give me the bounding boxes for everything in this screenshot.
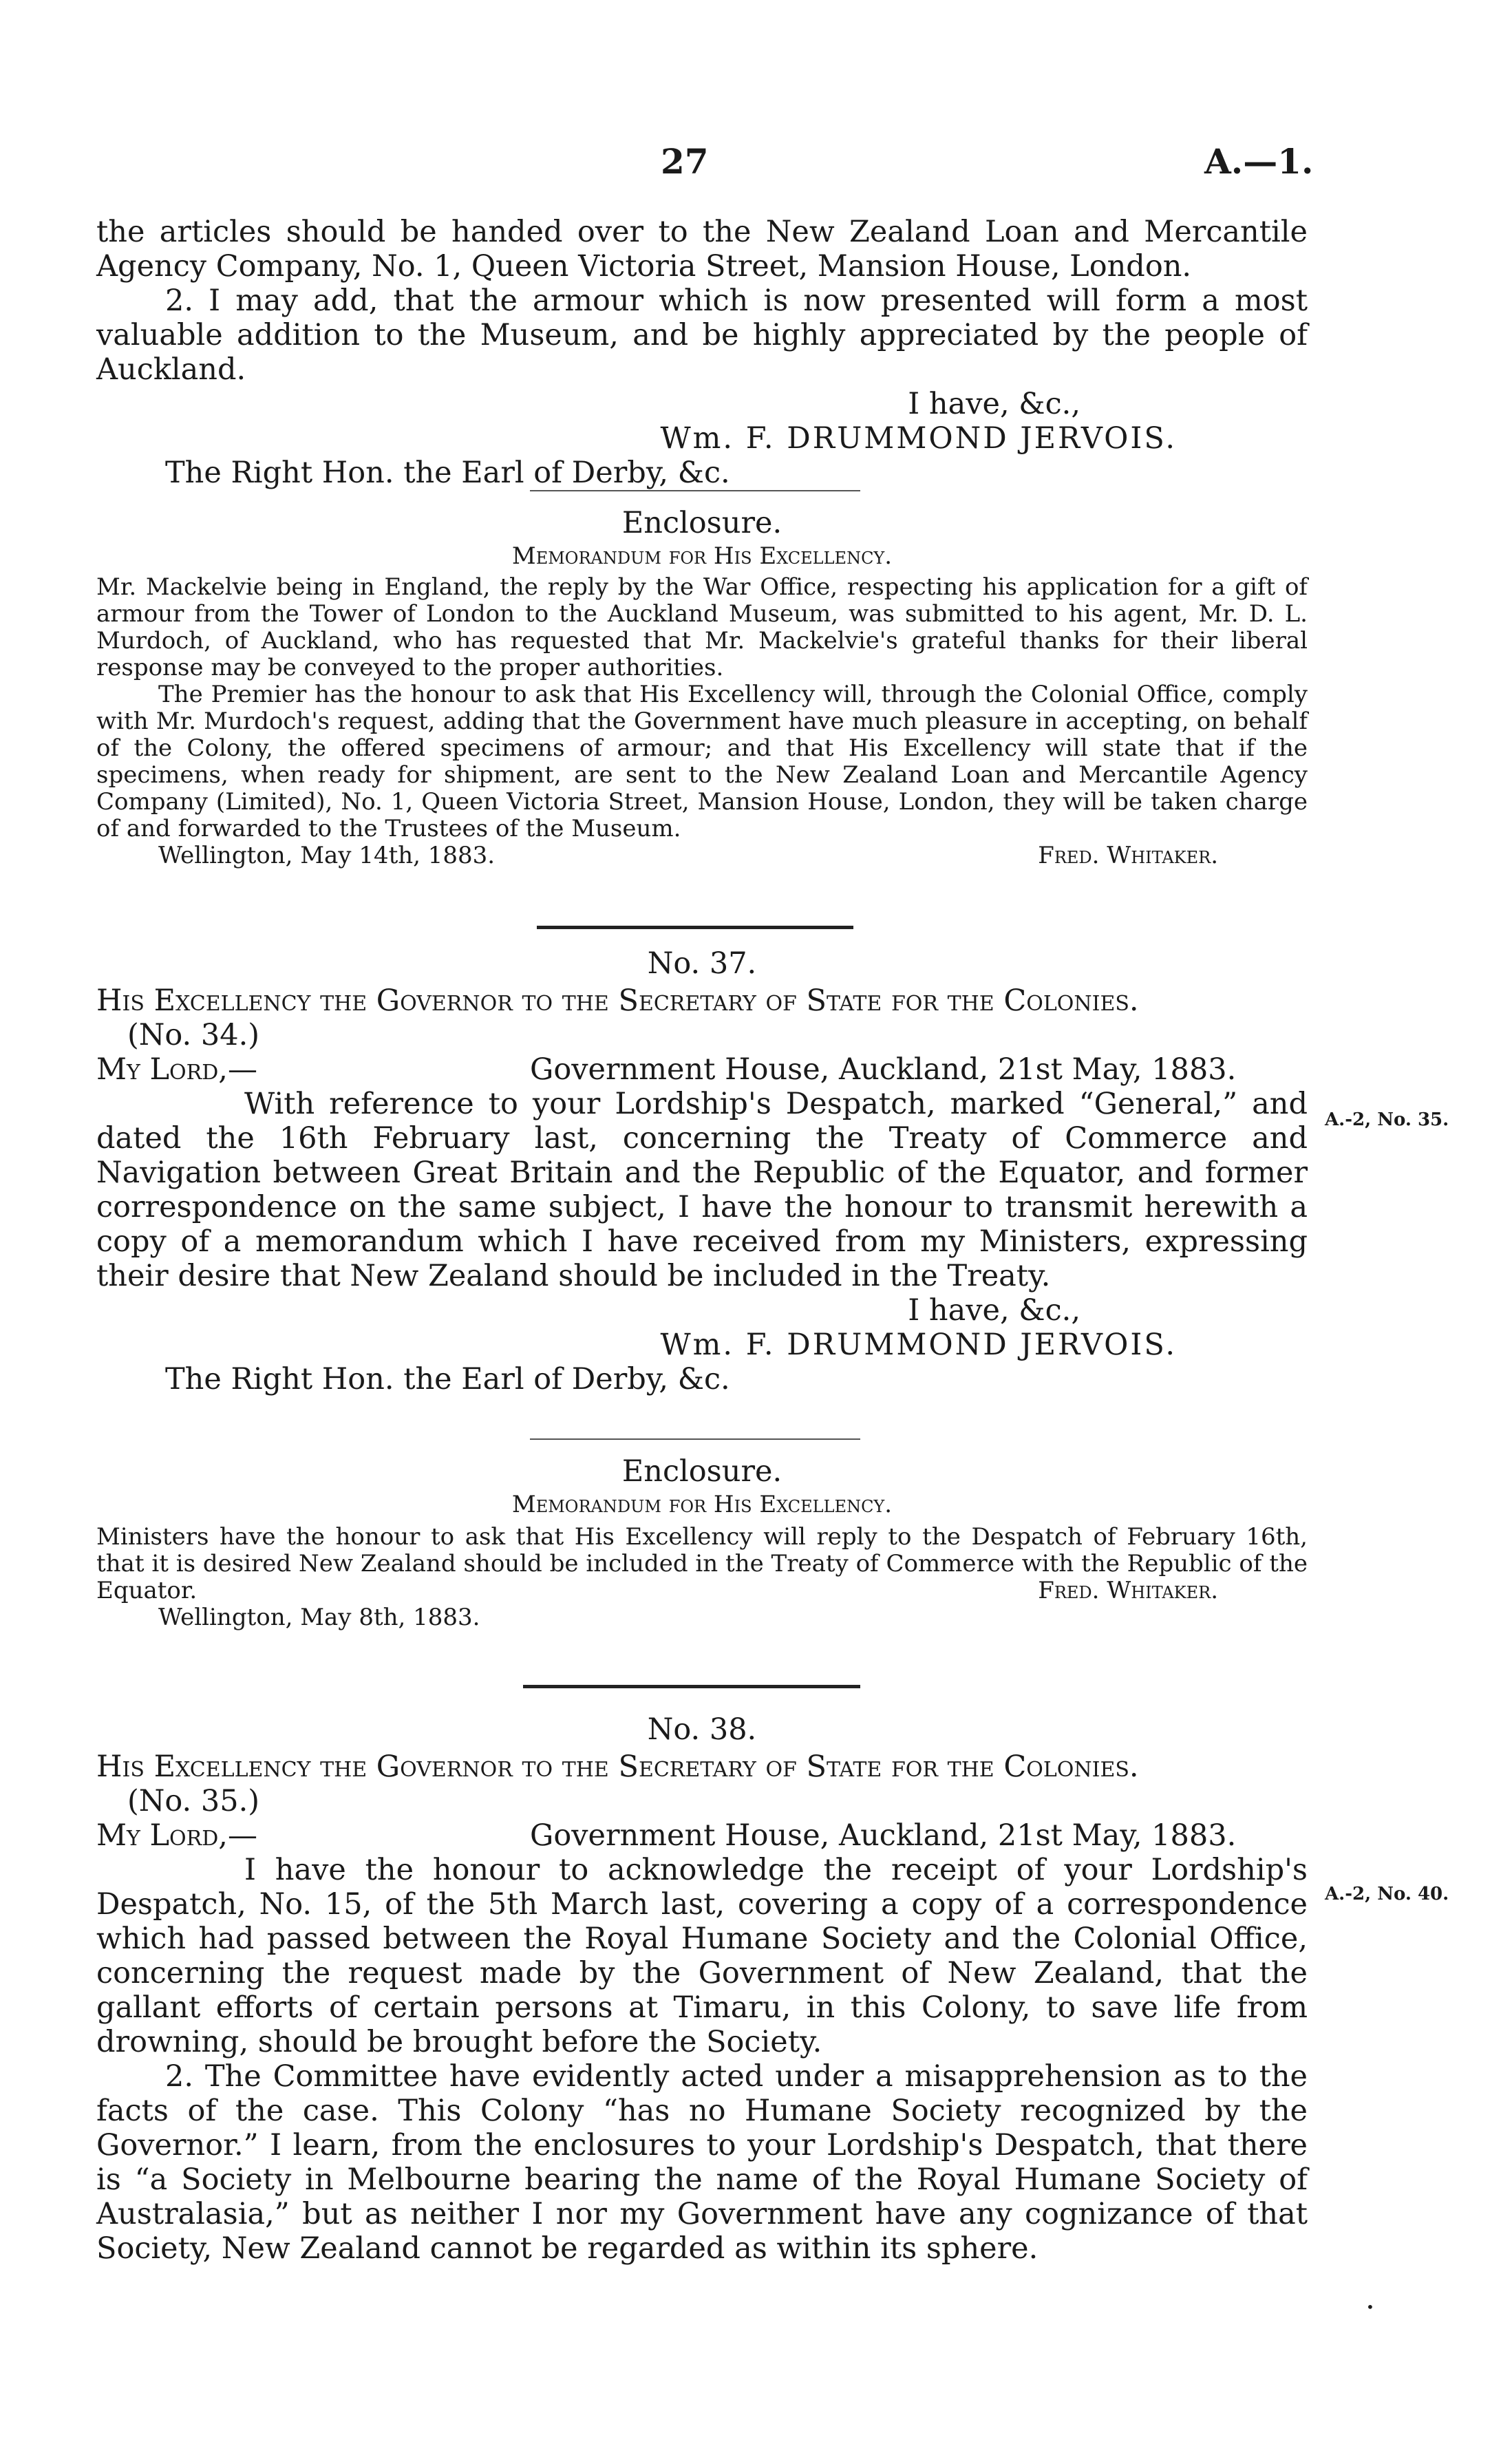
enclosure-heading: Enclosure. [621, 506, 782, 540]
despatch-38 [96, 1712, 1308, 2266]
paper-reference: A.—1. [1204, 141, 1314, 182]
stray-mark: • [1366, 2299, 1374, 2315]
memo-date: Wellington, May 14th, 1883. [158, 842, 496, 869]
closing-i-have: I have, &c., [908, 387, 1080, 421]
separator-thick-rule [523, 1685, 860, 1688]
enclosure-1 [96, 506, 1308, 869]
addressee: The Right Hon. the Earl of Derby, &c. [165, 1362, 730, 1396]
margin-reference: A.-2, No. 35. [1325, 1109, 1449, 1130]
page-number: 27 [661, 141, 709, 182]
despatch-title: His Excellency the Governor to the Secretary of State for the Colonies. [96, 1750, 1139, 1784]
memo-paragraph-1: Mr. Mackelvie being in England, the reply by the War Office, respecting his application for a gift of armour from the Tower of London to the Auckland Museum, was submitted to his agent, Mr. D. L. Murdoch, of Auckland, who has requested that Mr. Mackelvie's grateful thanks for their liberal response may be conveyed to the proper authorities. [96, 573, 1308, 681]
memo-signer: Fred. Whitaker. [1038, 842, 1218, 869]
margin-reference: A.-2, No. 40. [1325, 1884, 1449, 1904]
despatch-number: No. 38. [647, 1712, 757, 1747]
addressee: The Right Hon. the Earl of Derby, &c. [165, 456, 730, 490]
signature: Wm. F. DRUMMOND JERVOIS. [660, 1328, 1177, 1362]
paragraph-2: 2. I may add, that the armour which is now presented will form a most valuable addition to the Museum, and be highly appreciated by the people of Auckland. [96, 284, 1308, 387]
closing-i-have: I have, &c., [908, 1293, 1080, 1328]
despatch-sub-number: (No. 34.) [127, 1018, 260, 1052]
despatch-paragraph-1: I have the honour to acknowledge the receipt of your Lordship's Despatch, No. 15, of the 5th March last, covering a copy of a correspondence which had passed between the Royal Humane Society and the Colonial Office, concerning the request made by the Government of New Zealand, that the gallant efforts of certain persons at Timaru, in this Colony, to save life from drowning, should be brought before the Society. [96, 1853, 1308, 2059]
despatch-body: With reference to your Lordship's Despatch, marked “General,” and dated the 16th February last, concerning the Treaty of Commerce and Navigation between Great Britain and the Republic of the Equator, and former correspondence on the same subject, I have the honour to transmit herewith a copy of a memorandum which I have received from my Ministers, expressing their desire that New Zealand should be included in the Treaty. [96, 1087, 1308, 1293]
despatch-title: His Excellency the Governor to the Secretary of State for the Colonies. [96, 984, 1139, 1018]
memorandum-heading: Memorandum for His Excellency. [511, 1491, 893, 1518]
place-date: Government House, Auckland, 21st May, 1883. [530, 1818, 1237, 1853]
continuation-paragraph: the articles should be handed over to the New Zealand Loan and Mercantile Agency Company, No. 1, Queen Victoria Street, Mansion House, London. [96, 215, 1308, 284]
signature: Wm. F. DRUMMOND JERVOIS. [660, 421, 1177, 456]
salutation: My Lord,— [96, 1052, 257, 1087]
despatch-paragraph-2: 2. The Committee have evidently acted under a misapprehension as to the facts of the case. This Colony “has no Humane Society recognized by the Governor.” I learn, from the enclosures to your Lordship's Despatch, that there is “a Society in Melbourne bearing the name of the Royal Humane Society of Australasia,” but as neither I nor my Government have any cognizance of that Society, New Zealand cannot be regarded as within its sphere. [96, 2059, 1308, 2266]
memorandum-heading: Memorandum for His Excellency. [511, 542, 893, 570]
despatch-sub-number: (No. 35.) [127, 1784, 260, 1818]
enclosure-heading: Enclosure. [621, 1454, 782, 1489]
memo-paragraph: Ministers have the honour to ask that His Excellency will reply to the Despatch of February 16th, that it is desired New Zealand should be included in the Treaty of Commerce with the Republic of the Equator. [96, 1523, 1308, 1604]
enclosure-2 [96, 1454, 1308, 1631]
separator-rule [530, 490, 860, 491]
despatch-number: No. 37. [647, 946, 757, 981]
despatch-37 [96, 946, 1308, 1396]
memo-date: Wellington, May 8th, 1883. [158, 1604, 480, 1631]
letter-continuation [96, 215, 1308, 490]
place-date: Government House, Auckland, 21st May, 1883. [530, 1052, 1237, 1087]
salutation: My Lord,— [96, 1818, 257, 1853]
memo-paragraph-2: The Premier has the honour to ask that His Excellency will, through the Colonial Office, comply with Mr. Murdoch's request, adding that the Government have much pleasure in accepting, on behalf of the Colony, the offered specimens of armour; and that His Excellency will state that if the specimens, when ready for shipment, are sent to the New Zealand Loan and Mercantile Agency Company (Limited), No. 1, Queen Victoria Street, Mansion House, London, they will be taken charge of and forwarded to the Trustees of the Museum. [96, 681, 1308, 842]
separator-thick-rule [537, 926, 853, 929]
separator-rule [530, 1438, 860, 1440]
memo-signer: Fred. Whitaker. [1038, 1577, 1218, 1604]
